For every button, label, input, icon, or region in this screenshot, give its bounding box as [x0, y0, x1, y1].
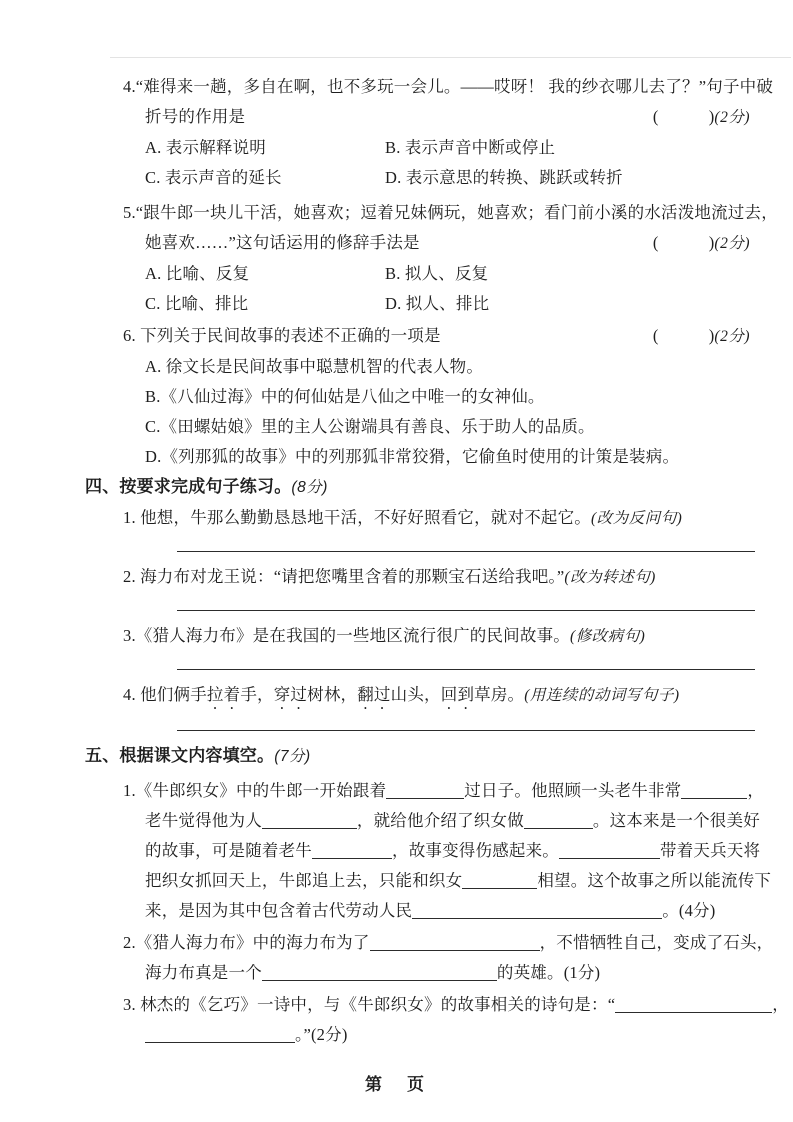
option-d: D.《列那狐的故事》中的列那狐非常狡猾，它偷鱼时使用的计策是装病。	[145, 447, 680, 466]
fill-line	[0, 896, 793, 926]
text-segment: 。这本来是一个很美好	[592, 811, 760, 830]
section-4-title	[0, 472, 793, 503]
answer-blank[interactable]	[145, 1024, 295, 1043]
score-label: (2分)	[714, 328, 750, 345]
answer-line[interactable]	[177, 713, 755, 731]
fill-line	[0, 958, 793, 988]
question-4-line1: 4.“难得来一趟，多自在啊，也不多玩一会儿。——哎呀！ 我的纱衣哪儿去了？”句子中破	[123, 77, 774, 96]
question-4-options-row1	[0, 133, 793, 163]
answer-line[interactable]	[177, 534, 755, 552]
section-4-title-text: 四、按要求完成句子练习。	[85, 477, 292, 496]
option-a: A. 比喻、反复	[145, 264, 250, 283]
question-4-options-row2	[0, 163, 793, 193]
question-5-options-row2	[0, 289, 793, 319]
answer-line[interactable]	[177, 652, 755, 670]
spacer	[420, 228, 653, 259]
section-4-item-2	[0, 562, 793, 611]
option-d: D. 拟人、排比	[385, 294, 490, 313]
section-4-item-4	[0, 680, 793, 731]
answer-bracket[interactable]: ( )	[652, 107, 715, 126]
text-segment: 。”(2分)	[295, 1025, 348, 1044]
text-segment: 带着天兵天将	[660, 841, 761, 860]
option-a: A. 表示解释说明	[145, 138, 266, 157]
answer-blank[interactable]	[462, 870, 537, 889]
sentence-text: 1. 他想，牛那么勤勤恳恳地干活，不好好照看它，就对不起它。	[123, 508, 591, 527]
question-6-line1	[0, 321, 793, 352]
paper-content	[0, 58, 793, 1050]
text-segment: 的英雄。(1分)	[496, 963, 601, 982]
option-b: B. 表示声音中断或停止	[385, 138, 556, 157]
answer-blank[interactable]	[559, 840, 660, 859]
text-segment: 相望。这个故事之所以能流传下	[537, 871, 772, 890]
answer-blank[interactable]	[262, 962, 497, 981]
emphasized-verb: 拉着	[206, 685, 241, 704]
text-segment: 的故事，可是随着老牛	[145, 841, 312, 860]
emphasized-verb: 穿过	[273, 685, 308, 704]
section-5-item-2	[0, 928, 793, 988]
instruction-hint: (改为转述句)	[564, 569, 656, 586]
sentence-text: 山头，	[390, 685, 441, 704]
fill-line	[0, 928, 793, 958]
section-5-item-1	[0, 776, 793, 926]
fill-line	[0, 1020, 793, 1050]
section-4-item-3	[0, 621, 793, 670]
answer-blank[interactable]	[262, 810, 357, 829]
option-c: C.《田螺姑娘》里的主人公谢端具有善良、乐于助人的品质。	[145, 417, 595, 436]
answer-blank[interactable]	[524, 810, 593, 829]
question-5-line1: 5.“跟牛郎一块儿干活，她喜欢；逗着兄妹俩玩，她喜欢；看门前小溪的水活泼地流过去，	[123, 203, 778, 222]
instruction-hint: (修改病句)	[569, 628, 646, 645]
answer-bracket[interactable]: ( )	[652, 326, 715, 345]
text-segment: ，不惜牺牲自己，变成了石头，	[539, 933, 774, 952]
section-5-title-text: 五、根据课文内容填空。	[85, 746, 275, 765]
question-4-line2	[0, 102, 793, 133]
question-4-stem: 折号的作用是	[145, 107, 246, 126]
question-6	[0, 321, 793, 472]
option-c: C. 比喻、排比	[145, 294, 249, 313]
question-5	[0, 198, 793, 319]
spacer	[245, 102, 653, 133]
section-4-item-1	[0, 503, 793, 552]
text-segment: 来，是因为其中包含着古代劳动人民	[145, 901, 413, 920]
sentence-text: 4. 他们俩手	[123, 685, 207, 704]
instruction-hint: (用连续的动词写句子)	[524, 687, 680, 704]
sentence-text: 树林，	[307, 685, 358, 704]
section-4	[0, 472, 793, 731]
page-footer: 第 页	[365, 1075, 428, 1094]
emphasized-verb: 回到	[440, 685, 475, 704]
sentence-text: 3.《猎人海力布》是在我国的一些地区流行很广的民间故事。	[123, 626, 570, 645]
text-segment: 过日子。他照顾一头老牛非常	[464, 781, 682, 800]
fill-line	[0, 990, 793, 1020]
answer-blank[interactable]	[412, 900, 662, 919]
score-label: (2分)	[714, 109, 750, 126]
answer-blank[interactable]	[312, 840, 392, 859]
question-5-stem: 她喜欢……”这句话运用的修辞手法是	[145, 233, 420, 252]
option-c: C. 表示声音的延长	[145, 168, 282, 187]
question-5-line2	[0, 228, 793, 259]
answer-blank[interactable]	[681, 780, 747, 799]
sentence-text: 2. 海力布对龙王说：“请把您嘴里含着的那颗宝石送给我吧。”	[123, 567, 565, 586]
text-segment: 海力布真是一个	[145, 963, 262, 982]
fill-line	[0, 776, 793, 806]
item-text	[0, 503, 793, 534]
score-label: (2分)	[714, 235, 750, 252]
text-segment: 3. 林杰的《乞巧》一诗中，与《牛郎织女》的故事相关的诗句是：“	[123, 995, 616, 1014]
question-4	[0, 72, 793, 193]
spacer	[441, 321, 653, 352]
emphasized-verb: 翻过	[357, 685, 391, 704]
sentence-text: 草房。	[474, 685, 525, 704]
section-5-score: (7分)	[274, 748, 311, 765]
option-d: D. 表示意思的转换、跳跃或转折	[385, 168, 623, 187]
fill-line	[0, 866, 793, 896]
text-segment: ，	[747, 781, 765, 800]
fill-line	[0, 806, 793, 836]
section-5-item-3	[0, 990, 793, 1050]
text-segment: 把织女抓回天上，牛郎追上去，只能和织女	[145, 871, 463, 890]
question-5-options-row1	[0, 259, 793, 289]
fill-line	[0, 836, 793, 866]
answer-blank[interactable]	[370, 932, 540, 951]
option-b: B.《八仙过海》中的何仙姑是八仙之中唯一的女神仙。	[145, 387, 545, 406]
item-text	[0, 562, 793, 593]
question-5-answer-area	[653, 228, 750, 259]
item-text	[0, 680, 793, 713]
text-segment: 。(4分)	[662, 901, 716, 920]
answer-blank[interactable]	[615, 994, 772, 1013]
text-segment: 1.《牛郎织女》中的牛郎一开始跟着	[123, 781, 387, 800]
text-segment: ，故事变得伤感起来。	[392, 841, 559, 860]
text-segment: ，就给他介绍了织女做	[356, 811, 524, 830]
instruction-hint: (改为反问句)	[591, 510, 683, 527]
answer-line[interactable]	[177, 593, 755, 611]
answer-bracket[interactable]: ( )	[652, 233, 715, 252]
section-5-title	[0, 741, 793, 772]
question-4-answer-area	[653, 102, 750, 133]
option-a: A. 徐文长是民间故事中聪慧机智的代表人物。	[145, 357, 484, 376]
text-segment: 2.《猎人海力布》中的海力布为了	[123, 933, 370, 952]
text-segment: 老牛觉得他为人	[145, 811, 262, 830]
answer-blank[interactable]	[386, 780, 464, 799]
question-6-answer-area	[653, 321, 750, 352]
section-4-score: (8分)	[291, 479, 328, 496]
option-b: B. 拟人、反复	[385, 264, 489, 283]
sentence-text: 手，	[240, 685, 274, 704]
text-segment: ，	[772, 995, 789, 1014]
item-text	[0, 621, 793, 652]
question-6-stem: 6. 下列关于民间故事的表述不正确的一项是	[123, 326, 441, 345]
